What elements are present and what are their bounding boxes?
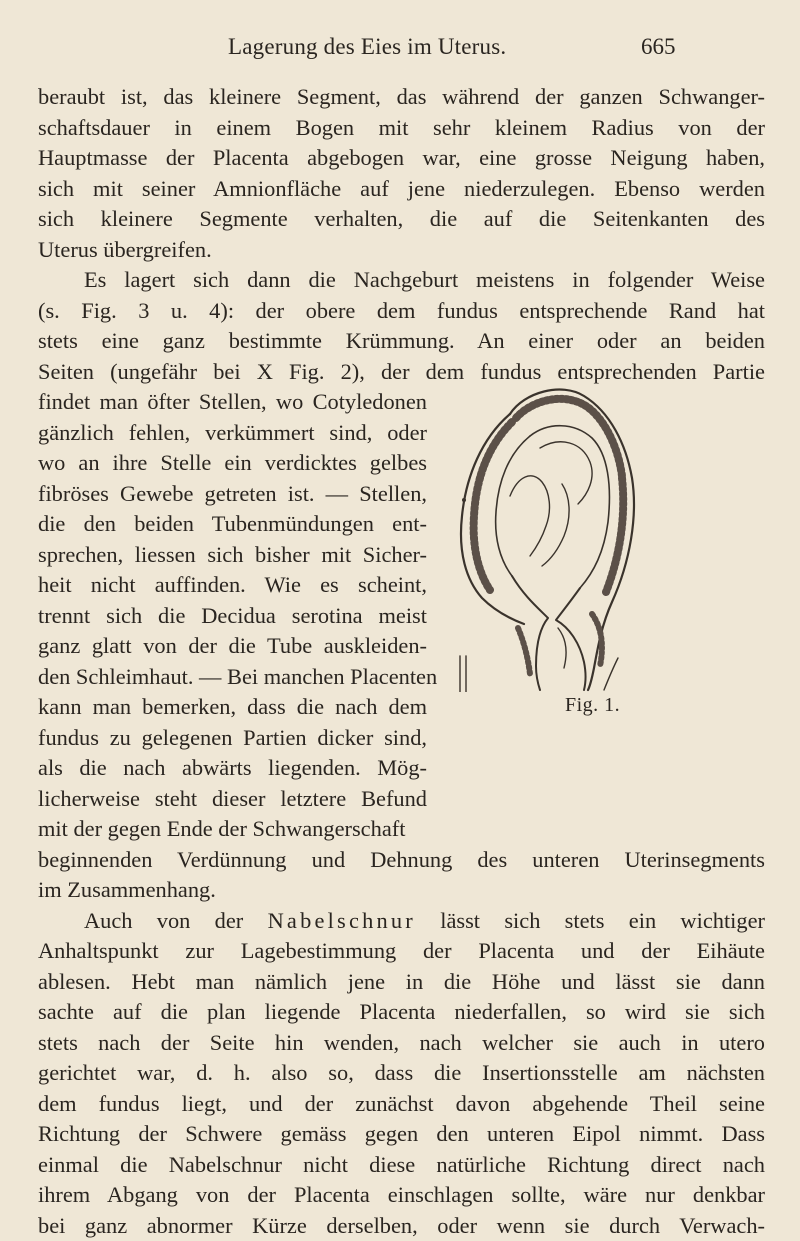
- text-line: gänzlich fehlen, verkümmert sind, oder: [38, 418, 427, 449]
- text-line: Seiten (ungefähr bei X Fig. 2), der dem fundus entsprechenden Partie: [38, 357, 765, 388]
- cotyledon-band-right: [606, 478, 623, 592]
- text-line: wo an ihre Stelle ein verdicktes gelbes: [38, 448, 427, 479]
- text-line: sich kleinere Segmente verhalten, die auf die Seitenkanten des: [38, 204, 765, 235]
- text-line: (s. Fig. 3 u. 4): der obere dem fundus entsprechende Rand hat: [38, 296, 765, 327]
- text-line: [38, 906, 765, 937]
- running-title: Lagerung des Eies im Uterus.: [228, 34, 506, 60]
- placenta-figure: [452, 366, 638, 692]
- text-line: im Zusammenhang.: [38, 875, 765, 906]
- text-line: ganz glatt von der die Tube auskleiden-: [38, 631, 427, 662]
- text-line: beraubt ist, das kleinere Segment, das während der ganzen Schwanger-: [38, 82, 765, 113]
- lower-inner-curve: [558, 628, 566, 668]
- inner-contour: [530, 426, 609, 588]
- body-text: [38, 82, 765, 1241]
- text-line: ihrem Abgang von der Placenta einschlagen sollte, wäre nur denkbar: [38, 1180, 765, 1211]
- text-line: Hauptmasse der Placenta abgebogen war, eine grosse Neigung haben,: [38, 143, 765, 174]
- paragraph-3: [38, 906, 765, 1241]
- inner-contour-left: [496, 436, 530, 576]
- text-line: trennt sich die Decidua serotina meist: [38, 601, 427, 632]
- paragraph-1: [38, 82, 765, 265]
- text-line: ablesen. Hebt man nämlich jene in die Höhe und lässt sie dann: [38, 967, 765, 998]
- text-line: mit der gegen Ende der Schwangerschaft: [38, 814, 427, 845]
- text-line: findet man öfter Stellen, wo Cotyledonen: [38, 387, 427, 418]
- text-run: lässt sich stets ein wichtiger: [416, 908, 765, 933]
- text-line: beginnenden Verdünnung und Dehnung des unteren Uterinsegments: [38, 845, 765, 876]
- text-line: einmal die Nabelschnur nicht diese natürliche Richtung direct nach: [38, 1150, 765, 1181]
- text-line: gerichtet war, d. h. also so, dass die Insertionsstelle am nächsten: [38, 1058, 765, 1089]
- text-line: kann man bemerken, dass die nach dem: [38, 692, 427, 723]
- page-header: [0, 30, 800, 64]
- lower-segment-right: [556, 588, 586, 690]
- lower-hatch-right: [592, 614, 602, 666]
- cotyledon-band-left: [474, 422, 512, 590]
- text-line: bei ganz abnormer Kürze derselben, oder wenn sie durch Verwach-: [38, 1211, 765, 1241]
- text-line: Richtung der Schwere gemäss gegen den unteren Eipol nimmt. Dass: [38, 1119, 765, 1150]
- text-line: Anhaltspunkt zur Lagebestimmung der Placenta und der Eihäute: [38, 936, 765, 967]
- text-line: Es lagert sich dann die Nachgeburt meistens in folgender Weise: [38, 265, 765, 296]
- lower-stem-right: [604, 658, 618, 690]
- text-line: fibröses Gewebe getreten ist. — Stellen,: [38, 479, 427, 510]
- text-line: Uterus übergreifen.: [38, 235, 765, 266]
- text-line: stets nach der Seite hin wenden, nach welcher sie auch in utero: [38, 1028, 765, 1059]
- text-line: schaftsdauer in einem Bogen mit sehr kleinem Radius von der: [38, 113, 765, 144]
- text-line: stets eine ganz bestimmte Krümmung. An einer oder an beiden: [38, 326, 765, 357]
- text-line: dem fundus liegt, und der zunächst davon abgehende Theil seine: [38, 1089, 765, 1120]
- text-line: sprechen, liessen sich bisher mit Sicher-: [38, 540, 427, 571]
- placenta-outer-contour: [510, 390, 634, 690]
- text-line: als die nach abwärts liegenden. Mög-: [38, 753, 427, 784]
- text-run: Auch von der: [84, 908, 268, 933]
- text-line: fundus zu gelegenen Partien dicker sind,: [38, 723, 427, 754]
- membrane-fold-left: [510, 476, 549, 556]
- text-line: sich mit seiner Amnionfläche auf jene niederzulegen. Ebenso werden: [38, 174, 765, 205]
- lower-hatch-left: [518, 628, 530, 674]
- text-line: heit nicht auffinden. Wie es scheint,: [38, 570, 427, 601]
- spaced-term: Nabelschnur: [268, 908, 416, 933]
- paragraph-2: [38, 265, 765, 906]
- text-line: licherweise steht dieser letztere Befund: [38, 784, 427, 815]
- text-line: sachte auf die plan liegende Placenta niederfallen, so wird sie sich: [38, 997, 765, 1028]
- figure-caption: Fig. 1.: [565, 694, 620, 717]
- marker-dot: [462, 498, 466, 502]
- text-line: den Schleimhaut. — Bei manchen Placenten: [38, 662, 427, 693]
- text-line: die den beiden Tubenmündungen ent-: [38, 509, 427, 540]
- page-number: 665: [641, 34, 676, 60]
